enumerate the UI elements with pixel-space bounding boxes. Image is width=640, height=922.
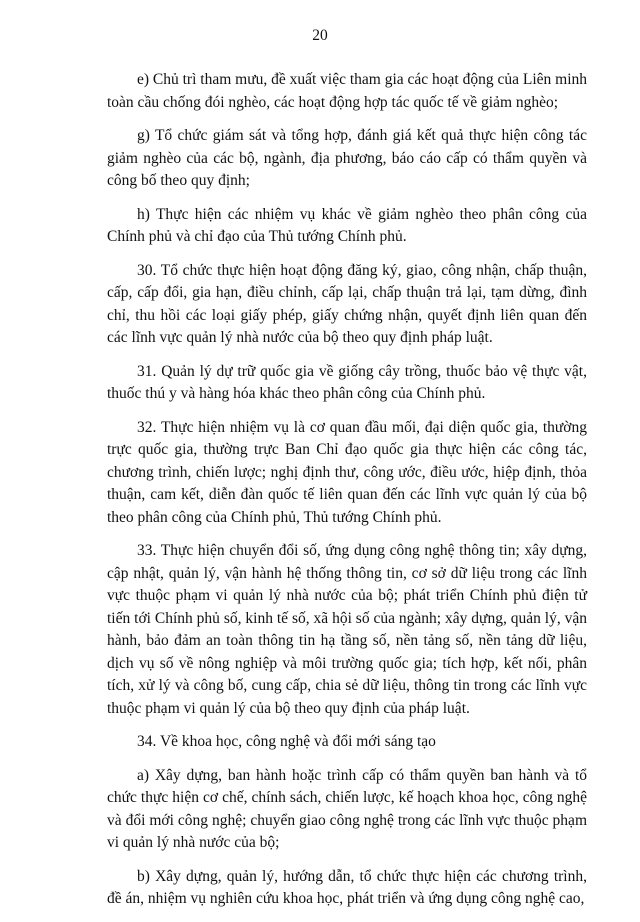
paragraph-31: 31. Quản lý dự trữ quốc gia về giống cây trồng, thuốc bảo vệ thực vật, thuốc thú y và hàng hóa khác theo phân công của Chính phủ. [107,362,587,402]
paragraph-34b: b) Xây dựng, quản lý, hướng dẫn, tổ chức thực hiện các chương trình, đề án, nhiệm vụ nghiên cứu khoa học, phát triển và ứng dụng công nghệ cao, [107,867,587,907]
paragraph-34a: a) Xây dựng, ban hành hoặc trình cấp có thẩm quyền ban hành và tổ chức thực hiện cơ chế, chính sách, chiến lược, kế hoạch khoa học, công nghệ và đổi mới công nghệ; chuyển giao công nghệ trong các lĩnh vực thuộc phạm vi quản lý nhà nước của bộ; [107,766,587,851]
paragraph-33: 33. Thực hiện chuyển đổi số, ứng dụng công nghệ thông tin; xây dựng, cập nhật, quản lý, vận hành hệ thống thông tin, cơ sở dữ liệu trong các lĩnh vực thuộc phạm vi quản lý nhà nước của bộ; phát triển Chính phủ điện tử tiến tới Chính phủ số, kinh tế số, xã hội số của ngành; xây dựng, quản lý, vận hành, bảo đảm an toàn thông tin hạ tầng số, nền tảng số, nền tảng dữ liệu, dịch vụ số về nông nghiệp và môi trường quốc gia; tích hợp, kết nối, phân tích, xử lý và công bố, cung cấp, chia sẻ dữ liệu, thông tin trong các lĩnh vực thuộc phạm vi quản lý của bộ theo quy định của pháp luật. [107,542,587,717]
paragraph-30: 30. Tổ chức thực hiện hoạt động đăng ký, giao, công nhận, chấp thuận, cấp, cấp đổi, gia hạn, điều chỉnh, cấp lại, chấp thuận trả lại, tạm dừng, đình chỉ, thu hồi các loại giấy phép, giấy chứng nhận, quyết định liên quan đến các lĩnh vực quản lý nhà nước của bộ theo quy định pháp luật. [107,261,587,346]
document-body [107,69,587,922]
page-number: 20 [312,27,328,44]
paragraph-h: h) Thực hiện các nhiệm vụ khác về giảm nghèo theo phân công của Chính phủ và chỉ đạo của Thủ tướng Chính phủ. [107,205,587,245]
paragraph-e: e) Chủ trì tham mưu, đề xuất việc tham gia các hoạt động của Liên minh toàn cầu chống đói nghèo, các hoạt động hợp tác quốc tế về giảm nghèo; [107,71,588,111]
paragraph-34-heading: 34. Về khoa học, công nghệ và đổi mới sáng tạo [137,733,436,750]
paragraph-g: g) Tổ chức giám sát và tổng hợp, đánh giá kết quả thực hiện công tác giảm nghèo của các bộ, ngành, địa phương, báo cáo cấp có thẩm quyền và công bố theo quy định; [107,127,587,189]
paragraph-32: 32. Thực hiện nhiệm vụ là cơ quan đầu mối, đại diện quốc gia, thường trực quốc gia, thường trực Ban Chỉ đạo quốc gia thực hiện các công tác, chương trình, chiến lược; nghị định thư, công ước, điều ước, hiệp định, thỏa thuận, cam kết, diễn đàn quốc tế liên quan đến các lĩnh vực quản lý của bộ theo phân công của Chính phủ, Thủ tướng Chính phủ. [107,418,587,526]
